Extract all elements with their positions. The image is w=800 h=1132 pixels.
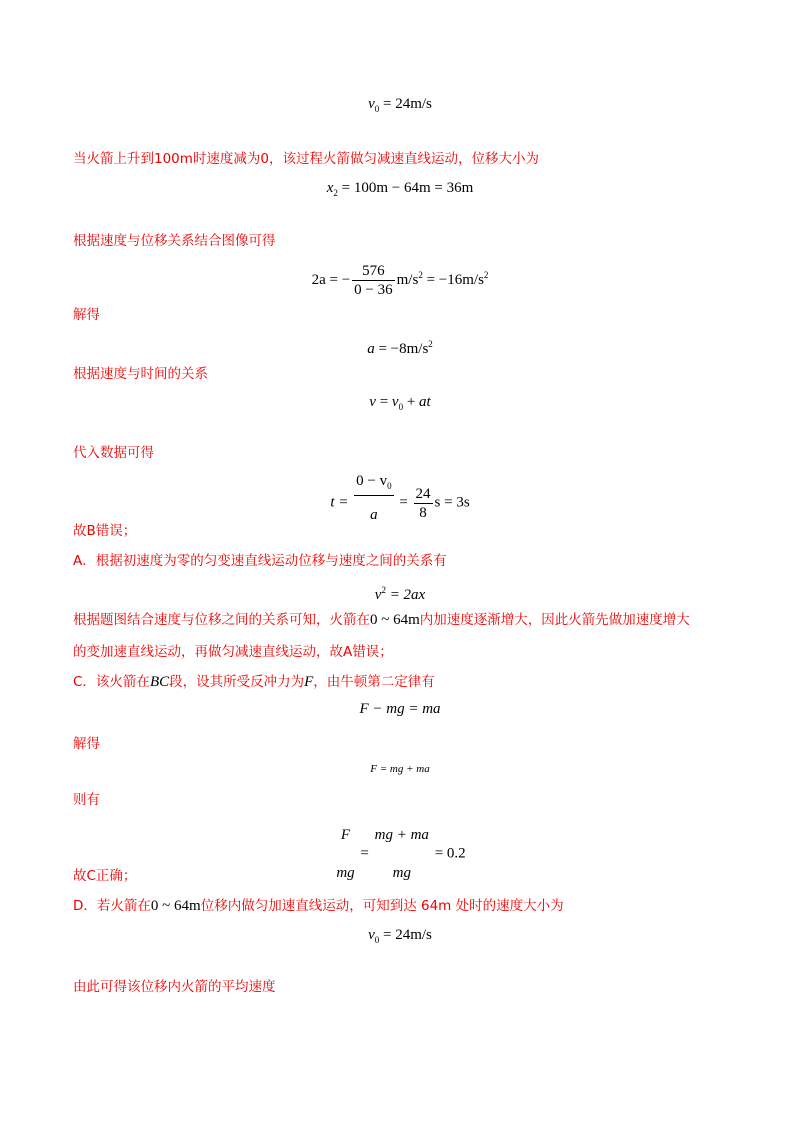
text-A-line2: 的变加速直线运动，再做匀减速直线运动，故A错误； (73, 644, 393, 660)
text-A-intro: A．根据初速度为零的匀变速直线运动位移与速度之间的关系有 (73, 553, 447, 569)
text-graph: 根据速度与位移关系结合图像可得 (73, 233, 276, 249)
equation-v0-top: $v_0 = 24m/s$ (368, 96, 432, 114)
equation-ratio: F mg = mg + ma mg = 0.2 (0, 816, 800, 892)
fraction-time-2: $\frac{24}{8}$ (415, 485, 431, 521)
equation-x2: $x_2 = 100m - 64m = 36m$ (326, 180, 474, 198)
text-C-intro: C．该火箭在BC段，设其所受反冲力为F，由牛顿第二定律有 (73, 674, 435, 690)
text-solve-1: 解得 (73, 307, 100, 323)
equation-time: t = $\frac{0 - v_0}{a}$ = $\frac{24}{8}$ s = 3s (0, 472, 800, 534)
text-substitute: 代入数据可得 (73, 445, 154, 461)
text-100m: 当火箭上升到100m时速度减为0，该过程火箭做匀减速直线运动，位移大小为 (73, 151, 540, 167)
text-B-wrong: 故B错误； (73, 523, 137, 539)
fraction-ratio-1: F mg (336, 827, 355, 881)
fraction-accel: $\frac{576}{0 - 36}$ (354, 263, 393, 299)
text-then: 则有 (73, 792, 100, 808)
text-solve-2: 解得 (73, 736, 100, 752)
fraction-time-1: $\frac{0 - v_0}{a}$ (356, 473, 392, 523)
equation-accel: 2a = − $\frac{576}{0 - 36}$ $m/s^2 = -16m/s^2$ (311, 263, 489, 299)
equation-a: $a = -8m/s^2$ (367, 339, 433, 357)
equation-v-squared: $v^2 = 2ax$ (374, 585, 426, 603)
equation-v0-bottom: $v_0 = 24m/s$ (368, 927, 432, 945)
text-C-right: 故C正确； (73, 868, 137, 884)
equation-velocity: $v = v_0$ + at (369, 394, 431, 412)
text-time-relation: 根据速度与时间的关系 (73, 366, 208, 382)
equation-newton: F − mg = ma (359, 701, 441, 717)
text-A-line1: 根据题图结合速度与位移之间的关系可知，火箭在0 ~ 64m内加速度逐渐增大，因此火箭先做加速度增大 (73, 612, 690, 628)
text-D-intro: D．若火箭在0 ~ 64m位移内做匀加速直线运动，可知到达 64m 处时的速度大小为 (73, 898, 564, 914)
text-average: 由此可得该位移内火箭的平均速度 (73, 979, 276, 995)
equation-force: F = mg + ma (370, 763, 430, 775)
fraction-ratio-2: mg + ma mg (374, 827, 429, 881)
